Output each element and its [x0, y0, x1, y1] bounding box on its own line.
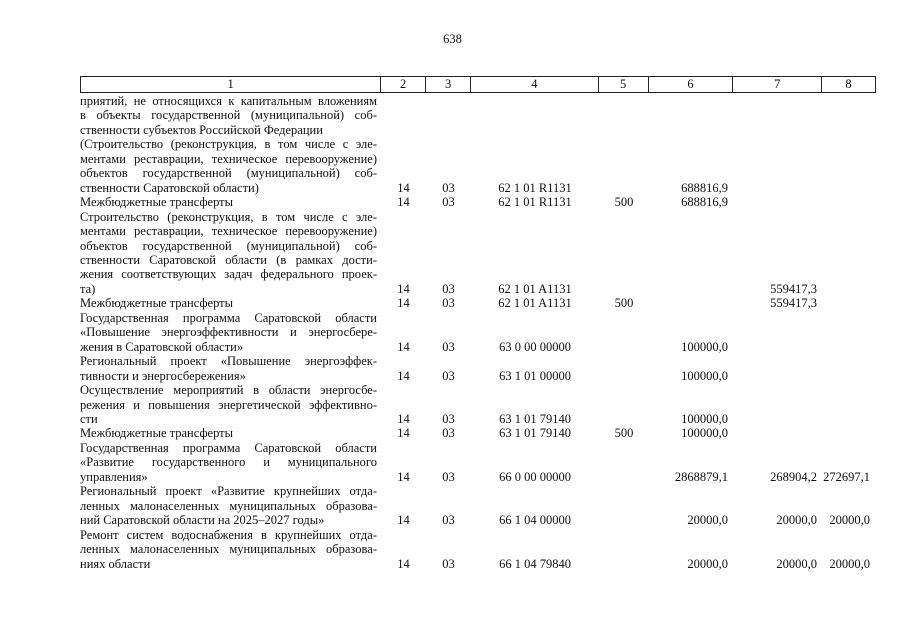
row-name-line: режения и повышения энергетической эффективно- [80, 397, 377, 412]
row-name-line: Государственная программа Саратовской области [80, 440, 377, 455]
amount-col7-cell: 20000,0 [776, 513, 817, 528]
row-name-line: Ремонт систем водоснабжения в крупнейших отда- [80, 527, 377, 542]
target-article-cell: 63 1 01 00000 [499, 368, 571, 383]
row-name-line: ментами реставрации, техническое перевооружение) [80, 224, 377, 239]
table-row [80, 210, 876, 297]
subsection-cell: 03 [442, 426, 455, 441]
row-name [80, 354, 381, 383]
row-name-line: Региональный проект «Повышение энергоэффек- [80, 354, 377, 369]
subsection-cell: 03 [442, 368, 455, 383]
expense-type-cell: 500 [614, 195, 634, 210]
row-name-line: жения соответствующих задач федерального проек- [80, 267, 377, 282]
subsection-cell: 03 [442, 180, 455, 195]
section-cell: 14 [397, 368, 410, 383]
target-article-cell: 62 1 01 A1131 [498, 281, 572, 296]
row-name-line: Межбюджетные трансферты [80, 296, 234, 311]
row-name [80, 528, 381, 571]
section-cell: 14 [397, 513, 410, 528]
table-row [80, 383, 876, 426]
table-header [80, 76, 876, 93]
row-name-line: Строительство (реконструкция, в том числе с эле- [80, 209, 377, 224]
table-row [80, 137, 876, 195]
row-name-line: «Развитие государственного и муниципального [80, 455, 377, 470]
table-row [80, 296, 876, 310]
row-name-line: ственности Саратовской области) [80, 180, 259, 195]
page-number: 638 [443, 32, 462, 46]
row-name [80, 137, 381, 195]
row-name-line: ментами реставрации, техническое перевооружение) [80, 151, 377, 166]
column-header-7: 7 [733, 77, 822, 92]
table-row [80, 195, 876, 209]
target-article-cell: 66 1 04 79840 [499, 556, 571, 571]
section-cell: 14 [397, 180, 410, 195]
row-name-line: в объекты государственной (муниципальной) соб- [80, 108, 377, 123]
row-name-line: Межбюджетные трансферты [80, 195, 234, 210]
row-name [80, 94, 381, 137]
row-name-line: ленных малонаселенных муниципальных образова- [80, 542, 377, 557]
amount-col7-cell: 268904,2 [770, 469, 817, 484]
row-name-line: «Повышение энергоэффективности и энергосбере- [80, 325, 377, 340]
subsection-cell: 03 [442, 296, 455, 311]
target-article-cell: 63 1 01 79140 [499, 426, 571, 441]
amount-col8-cell: 20000,0 [829, 556, 870, 571]
amount-col7-cell: 559417,3 [770, 296, 817, 311]
section-cell: 14 [397, 195, 410, 210]
expense-type-cell: 500 [614, 296, 634, 311]
section-cell: 14 [397, 411, 410, 426]
table-row [80, 528, 876, 571]
amount-col6-cell: 100000,0 [681, 368, 728, 383]
amount-col6-cell: 20000,0 [687, 513, 728, 528]
row-name-line: управления» [80, 469, 148, 484]
row-name-line: ленных малонаселенных муниципальных образова- [80, 498, 377, 513]
column-header-5: 5 [599, 77, 649, 92]
row-name-line: ний Саратовской области на 2025–2027 годы» [80, 513, 325, 528]
amount-col6-cell: 100000,0 [681, 426, 728, 441]
row-name [80, 195, 381, 209]
row-name [80, 484, 381, 527]
row-name-line: Региональный проект «Развитие крупнейших отда- [80, 484, 377, 499]
column-header-2: 2 [381, 77, 426, 92]
section-cell: 14 [397, 281, 410, 296]
subsection-cell: 03 [442, 339, 455, 354]
row-name-line: Осуществление мероприятий в области энергосбе- [80, 383, 377, 398]
amount-col8-cell: 272697,1 [823, 469, 870, 484]
row-name-line: та) [80, 281, 96, 296]
subsection-cell: 03 [442, 556, 455, 571]
amount-col6-cell: 2868879,1 [674, 469, 728, 484]
table-row [80, 94, 876, 137]
target-article-cell: 66 0 00 00000 [499, 469, 571, 484]
amount-col6-cell: 100000,0 [681, 339, 728, 354]
row-name-line: ственности субъектов Российской Федерации [80, 122, 323, 137]
target-article-cell: 63 1 01 79140 [499, 411, 571, 426]
target-article-cell: 62 1 01 R1131 [498, 195, 572, 210]
section-cell: 14 [397, 469, 410, 484]
row-name-line: ственности Саратовской области (в рамках дости- [80, 252, 377, 267]
expense-type-cell: 500 [614, 426, 634, 441]
column-header-8: 8 [845, 77, 852, 91]
row-name [80, 210, 381, 297]
section-cell: 14 [397, 296, 410, 311]
subsection-cell: 03 [442, 281, 455, 296]
row-name-line: приятий, не относящихся к капитальным вложениям [80, 94, 377, 108]
table-row [80, 354, 876, 383]
subsection-cell: 03 [442, 411, 455, 426]
column-header-4: 4 [471, 77, 599, 92]
target-article-cell: 62 1 01 A1131 [498, 296, 572, 311]
table-row [80, 426, 876, 440]
row-name-line: жения в Саратовской области» [80, 339, 244, 354]
row-name-line: сти [80, 411, 98, 426]
row-name [80, 441, 381, 484]
target-article-cell: 66 1 04 00000 [499, 513, 571, 528]
row-name [80, 296, 381, 310]
table-row [80, 484, 876, 527]
column-header-6: 6 [649, 77, 734, 92]
subsection-cell: 03 [442, 513, 455, 528]
amount-col8-cell: 20000,0 [829, 513, 870, 528]
target-article-cell: 63 0 00 00000 [499, 339, 571, 354]
table-body [80, 94, 876, 571]
subsection-cell: 03 [442, 469, 455, 484]
row-name-line: Государственная программа Саратовской области [80, 310, 377, 325]
row-name-line: Межбюджетные трансферты [80, 426, 234, 441]
row-name [80, 383, 381, 426]
section-cell: 14 [397, 556, 410, 571]
amount-col7-cell: 559417,3 [770, 281, 817, 296]
section-cell: 14 [397, 339, 410, 354]
amount-col6-cell: 100000,0 [681, 411, 728, 426]
section-cell: 14 [397, 426, 410, 441]
row-name [80, 426, 381, 440]
row-name [80, 311, 381, 354]
column-header-3: 3 [426, 77, 471, 92]
row-name-line: (Строительство (реконструкция, в том числе с эле- [80, 137, 377, 152]
row-name-line: объектов государственной (муниципальной) соб- [80, 166, 377, 181]
amount-col6-cell: 20000,0 [687, 556, 728, 571]
amount-col6-cell: 688816,9 [681, 195, 728, 210]
table-row [80, 311, 876, 354]
target-article-cell: 62 1 01 R1131 [498, 180, 572, 195]
amount-col7-cell: 20000,0 [776, 556, 817, 571]
row-name-line: тивности и энергосбережения» [80, 368, 246, 383]
table-row [80, 441, 876, 484]
amount-col6-cell: 688816,9 [681, 180, 728, 195]
row-name-line: ниях области [80, 556, 151, 571]
column-header-1: 1 [81, 77, 381, 92]
subsection-cell: 03 [442, 195, 455, 210]
row-name-line: объектов государственной (муниципальной) соб- [80, 238, 377, 253]
